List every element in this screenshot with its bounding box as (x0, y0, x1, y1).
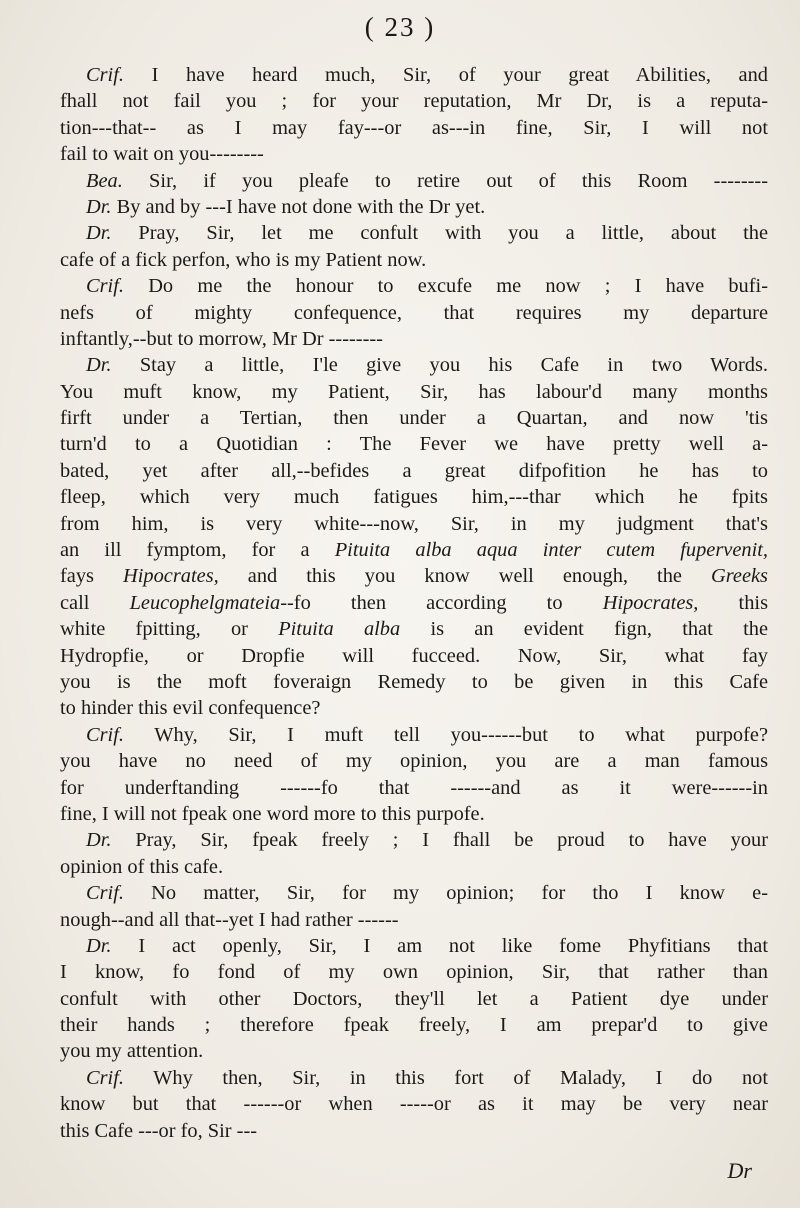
text-line (60, 405, 768, 431)
speaker-label: Crif. (86, 882, 124, 905)
italic-phrase: Hipocrates, (602, 591, 699, 614)
text-line (60, 1118, 768, 1144)
line-text: from him, is very white---now, Sir, in my judgment that's (60, 512, 768, 535)
line-text: to hinder this evil confequence? (60, 697, 321, 720)
speaker-label: Dr. (86, 222, 112, 245)
italic-phrase: Leucophelgmateia-- (129, 591, 294, 614)
line-text: and this you know well enough, the (218, 565, 711, 588)
text-line (60, 854, 768, 880)
speaker-label: Dr. (86, 354, 112, 377)
text-line (60, 194, 768, 220)
line-text: You muft know, my Patient, Sir, has labour'd many months (60, 380, 768, 403)
catchword: Dr (727, 1158, 752, 1183)
line-text: fays (60, 565, 124, 588)
text-line (60, 300, 768, 326)
line-text: I have heard much, Sir, of your great Abilities, and (123, 64, 768, 86)
text-line (60, 695, 768, 721)
speaker-label: Dr. (86, 829, 112, 852)
line-text: for underftanding ------fo that ------and as it were------in (60, 776, 768, 799)
text-line (60, 590, 768, 616)
line-text: cafe of a fick perfon, who is my Patient now. (60, 248, 427, 271)
line-text: I know, fo fond of my own opinion, Sir, that rather than (60, 961, 768, 984)
italic-phrase: Greeks (710, 565, 768, 588)
text-line (60, 458, 768, 484)
dialogue-text (60, 62, 768, 1144)
line-text: Pray, Sir, let me confult with you a little, about the (111, 222, 768, 245)
text-line (60, 141, 768, 167)
text-line (60, 247, 768, 273)
speaker-label: Dr. (86, 195, 112, 218)
line-text: bated, yet after all,--befides a great difpofition he has to (60, 459, 768, 482)
text-line (60, 168, 768, 194)
line-text: opinion of this cafe. (60, 855, 224, 878)
text-line (60, 801, 768, 827)
text-line (60, 986, 768, 1012)
text-line (60, 748, 768, 774)
text-line (60, 1065, 768, 1091)
text-line (60, 88, 768, 114)
line-text: turn'd to a Quotidian : The Fever we have pretty well a- (60, 433, 768, 456)
text-line (60, 431, 768, 457)
text-line (60, 616, 768, 642)
line-text: Why, Sir, I muft tell you------but to what purpofe? (123, 723, 768, 746)
text-line (60, 537, 768, 563)
line-text: nough--and all that--yet I had rather ------ (60, 908, 399, 931)
line-text: know but that ------or when -----or as it may be very near (60, 1093, 768, 1116)
line-text: fo then according to (293, 591, 603, 614)
text-line (60, 563, 768, 589)
line-text: call (60, 591, 130, 614)
text-line (60, 907, 768, 933)
text-line (60, 1012, 768, 1038)
line-text: Sir, if you pleafe to retire out of this Room -------- (122, 169, 768, 192)
text-line (60, 933, 768, 959)
text-line (60, 273, 768, 299)
line-text: you is the moft foveraign Remedy to be given in this Cafe (60, 670, 768, 693)
text-line (60, 484, 768, 510)
line-text: No matter, Sir, for my opinion; for tho I know e- (123, 882, 768, 905)
text-line (60, 62, 768, 88)
text-line (60, 722, 768, 748)
line-text: fleep, which very much fatigues him,---thar which he fpits (60, 486, 768, 509)
speaker-label: Crif. (86, 1066, 124, 1089)
line-text: firft under a Tertian, then under a Quartan, and now 'tis (60, 407, 768, 430)
text-line (60, 1038, 768, 1064)
page-number: ( 23 ) (364, 12, 436, 42)
text-line (60, 643, 768, 669)
line-text: this (698, 591, 769, 614)
line-text: white fpitting, or (60, 618, 279, 641)
line-text: this Cafe ---or fo, Sir --- (60, 1119, 258, 1142)
line-text: an ill fymptom, for a (60, 539, 335, 562)
speaker-label: Bea. (86, 169, 123, 192)
italic-phrase: Pituita alba aqua inter cutem fupervenit, (334, 539, 768, 562)
line-text: Do me the honour to excufe me now ; I have bufi- (123, 275, 768, 298)
line-text: Pray, Sir, fpeak freely ; I fhall be proud to have your (111, 829, 768, 852)
line-text: inftantly,--but to morrow, Mr Dr -------- (60, 327, 383, 350)
text-line (60, 511, 768, 537)
line-text: By and by ---I have not done with the Dr yet. (111, 195, 486, 218)
italic-phrase: Pituita alba (278, 618, 401, 641)
text-line (60, 959, 768, 985)
speaker-label: Crif. (86, 723, 124, 746)
text-line (60, 220, 768, 246)
line-text: you have no need of my opinion, you are a man famous (60, 750, 768, 773)
text-line (60, 827, 768, 853)
italic-phrase: Hipocrates, (123, 565, 219, 588)
line-text: fhall not fail you ; for your reputation, Mr Dr, is a reputa- (60, 90, 768, 113)
line-text: I act openly, Sir, I am not like fome Phyfitians that (111, 934, 768, 957)
speaker-label: Crif. (86, 64, 124, 86)
text-line (60, 880, 768, 906)
line-text: fail to wait on you-------- (60, 143, 264, 166)
text-line (60, 669, 768, 695)
line-text: you my attention. (60, 1040, 204, 1063)
line-text: tion---that-- as I may fay---or as---in fine, Sir, I will not (60, 116, 768, 139)
text-line (60, 115, 768, 141)
text-line (60, 775, 768, 801)
line-text: Why then, Sir, in this fort of Malady, I do not (123, 1066, 768, 1089)
line-text: Hydropfie, or Dropfie will fucceed. Now, Sir, what fay (60, 644, 768, 667)
speaker-label: Crif. (86, 275, 124, 298)
line-text: nefs of mighty confequence, that requires my departure (60, 301, 768, 324)
line-text: fine, I will not fpeak one word more to this purpofe. (60, 802, 485, 825)
text-line (60, 326, 768, 352)
line-text: their hands ; therefore fpeak freely, I am prepar'd to give (60, 1014, 768, 1037)
line-text: Stay a little, I'le give you his Cafe in two Words. (111, 354, 768, 377)
text-line (60, 352, 768, 378)
line-text: confult with other Doctors, they'll let a Patient dye under (60, 987, 768, 1010)
speaker-label: Dr. (86, 934, 112, 957)
text-line (60, 379, 768, 405)
text-line (60, 1091, 768, 1117)
line-text: is an evident fign, that the (400, 618, 769, 641)
